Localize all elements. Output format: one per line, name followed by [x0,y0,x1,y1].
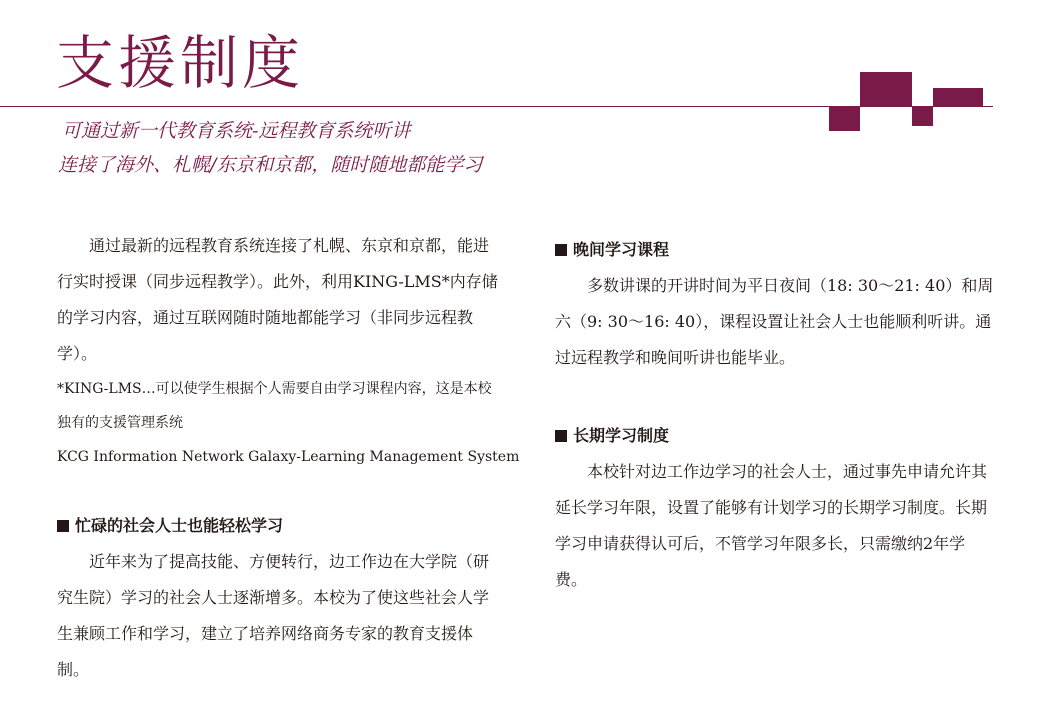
section-heading-evening-courses [555,232,997,268]
heading-text: 长期学习制度 [573,426,670,445]
left-column [57,228,520,688]
page-title: 支援制度 [56,29,305,97]
section-body-busy-professionals: 近年来为了提高技能、方便转行，边工作边在大学院（研究生院）学习的社会人士逐渐增多。本校为了使这些社会人学生兼顾工作和学习，建立了培养网络商务专家的教育支援体制。 [57,552,490,679]
deco-square [829,107,860,131]
subtitle-line-1: 可通过新一代教育系统-远程教育系统听讲 [62,120,411,142]
deco-square [933,88,983,107]
intro-paragraph: 通过最新的远程教育系统连接了札幌、东京和京都，能进行实时授课（同步远程教学）。此外，利用KING-LMS*内存储的学习内容，通过互联网随时随地都能学习（非同步远程教学）。 [57,236,498,363]
square-bullet-icon [555,430,567,442]
section-body-evening-courses: 多数讲课的开讲时间为平日夜间（18: 30～21: 40）和周六（9: 30～16: 40），课程设置让社会人士也能顺利听讲。通过远程教学和晚间听讲也能毕业。 [555,276,994,367]
heading-text: 忙碌的社会人士也能轻松学习 [75,516,284,535]
section-heading-busy-professionals [57,508,502,544]
subtitle-line-2: 连接了海外、札幌/东京和京都，随时随地都能学习 [58,154,483,176]
system-name: KCG Information Network Galaxy-Learning Management System [57,449,520,465]
section-body-long-term-study: 本校针对边工作边学习的社会人士，通过事先申请允许其延长学习年限，设置了能够有计划学习的长期学习制度。长期学习申请获得认可后，不管学习年限多长，只需缴纳2年学费。 [555,462,988,589]
lms-footnote: *KING-LMS…可以使学生根据个人需要自由学习课程内容，这是本校独有的支援管理系统 [57,381,492,431]
deco-square [912,107,933,126]
square-bullet-icon [555,244,567,256]
deco-square [860,72,912,107]
right-column [555,232,997,598]
heading-text: 晚间学习课程 [573,240,670,259]
section-heading-long-term-study [555,418,997,454]
square-bullet-icon [57,520,69,532]
